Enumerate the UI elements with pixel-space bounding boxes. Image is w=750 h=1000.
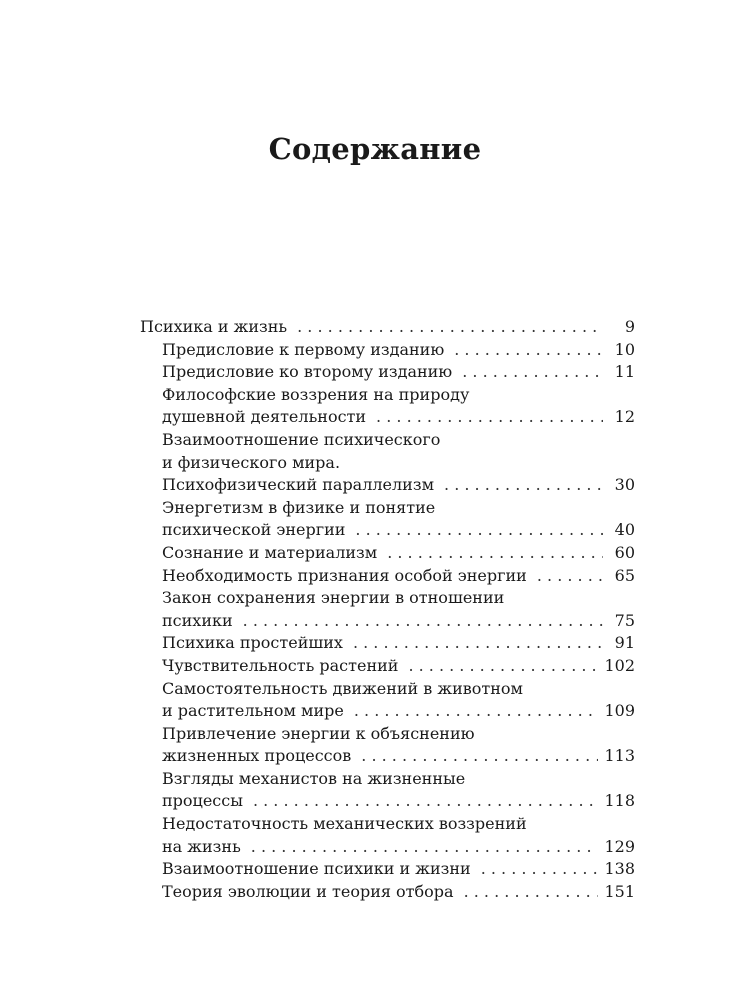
dot-leader [454,339,603,362]
toc-page-number: 75 [614,610,635,630]
toc-entry-last-line [162,519,635,542]
dot-leader [462,361,603,384]
toc-page-number: 138 [604,859,635,879]
dot-leader [297,316,603,339]
toc-entry-title-line: и физического мира. [162,452,341,472]
dot-leader [444,474,603,497]
toc-entry [140,655,635,678]
toc-entry [140,858,635,881]
toc-entry-title-line: Энергетизм в физике и понятие [162,497,436,517]
toc-entry-title: на жизнь [162,836,241,856]
dot-leader [353,632,603,655]
toc-entry [140,316,635,339]
toc-entry-last-line [162,339,635,362]
toc-entry-last-line [162,406,635,429]
toc-entry [140,429,635,497]
toc-entry [140,542,635,565]
toc-entry-title: Предисловие ко второму изданию [162,362,453,382]
toc-entry-title-line: Недостаточность механических воззрений [162,814,527,834]
dot-leader [408,655,598,678]
toc-entry-title: Психика и жизнь [140,317,288,336]
dot-leader [376,406,603,429]
dot-leader [537,565,603,588]
toc-entry-title: Сознание и материализм [162,542,378,562]
toc-entry-last-line [162,700,635,723]
toc-entry [140,587,635,632]
toc-entry [140,881,635,904]
dot-leader [361,745,598,768]
dot-leader [251,836,599,859]
toc-entry-title-line: Философские воззрения на природу [162,384,470,404]
dot-leader [354,700,599,723]
toc-entry [140,632,635,655]
toc-entry-last-line [162,565,635,588]
toc-entry-last-line [162,836,635,859]
dot-leader [464,881,599,904]
toc-page-number: 65 [614,565,635,585]
toc-entry-last-line [162,858,635,881]
toc-entry-title-line: Самостоятельность движений в животном [162,678,523,698]
toc-entry-title: процессы [162,791,243,811]
toc-page-number: 129 [604,836,635,856]
toc-entry-last-line [162,655,635,678]
toc-entry [140,678,635,723]
toc-entry-title: и растительном мире [162,701,344,721]
toc-page-number: 60 [614,542,635,562]
toc-page-number: 118 [604,791,635,811]
toc-entry-title: Психика простейших [162,633,343,653]
toc-entry-title-line: Закон сохранения энергии в отношении [162,588,505,608]
toc-entry-title-line: Взгляды механистов на жизненные [162,768,466,788]
toc-entry-title-line: Привлечение энергии к объяснению [162,723,475,743]
toc-page-number: 30 [614,475,635,495]
toc-entry [140,384,635,429]
toc-page-number: 9 [624,317,635,336]
toc-entry-title: психической энергии [162,520,346,540]
toc-entry-last-line [162,790,635,813]
toc-entry-last-line [162,632,635,655]
toc-page-number: 151 [604,881,635,901]
toc-entry-title: психики [162,610,233,630]
toc-entry-last-line [162,474,635,497]
toc-page-number: 10 [614,339,635,359]
toc-entry-title: Предисловие к первому изданию [162,339,445,359]
toc-page-number: 91 [614,633,635,653]
toc-entry-last-line [140,316,635,339]
toc-entry-title: Взаимоотношение психики и жизни [162,859,471,879]
dot-leader [243,610,603,633]
toc-entry-last-line [162,881,635,904]
toc-entry-last-line [162,542,635,565]
dot-leader [355,519,603,542]
toc-entry-title: душевной деятельности [162,407,367,427]
toc-entry-last-line [162,610,635,633]
dot-leader [481,858,599,881]
toc-page-number: 113 [604,746,635,766]
toc-entry [140,768,635,813]
toc-entry-title: жизненных процессов [162,746,352,766]
toc-entry-title: Теория эволюции и теория отбора [162,881,454,901]
toc-entry-last-line [162,361,635,384]
toc-page-number: 12 [614,407,635,427]
dot-leader [253,790,599,813]
toc-page-number: 109 [604,701,635,721]
toc-entry [140,361,635,384]
toc-entry [140,565,635,588]
toc-entry [140,723,635,768]
toc-page-number: 102 [604,655,635,675]
toc-entry [140,339,635,362]
page-title: Содержание [268,132,482,166]
toc-page-number: 40 [614,520,635,540]
toc-entry-last-line [162,745,635,768]
toc-entry-title: Чувствительность растений [162,655,399,675]
toc-page-number: 11 [614,362,635,382]
toc-entry-title: Психофизический параллелизм [162,475,435,495]
table-of-contents [140,316,635,903]
dot-leader [387,542,603,565]
toc-entry [140,497,635,542]
toc-entry [140,813,635,858]
toc-entry-title-line: Взаимоотношение психического [162,429,441,449]
toc-entry-title: Необходимость признания особой энергии [162,565,527,585]
